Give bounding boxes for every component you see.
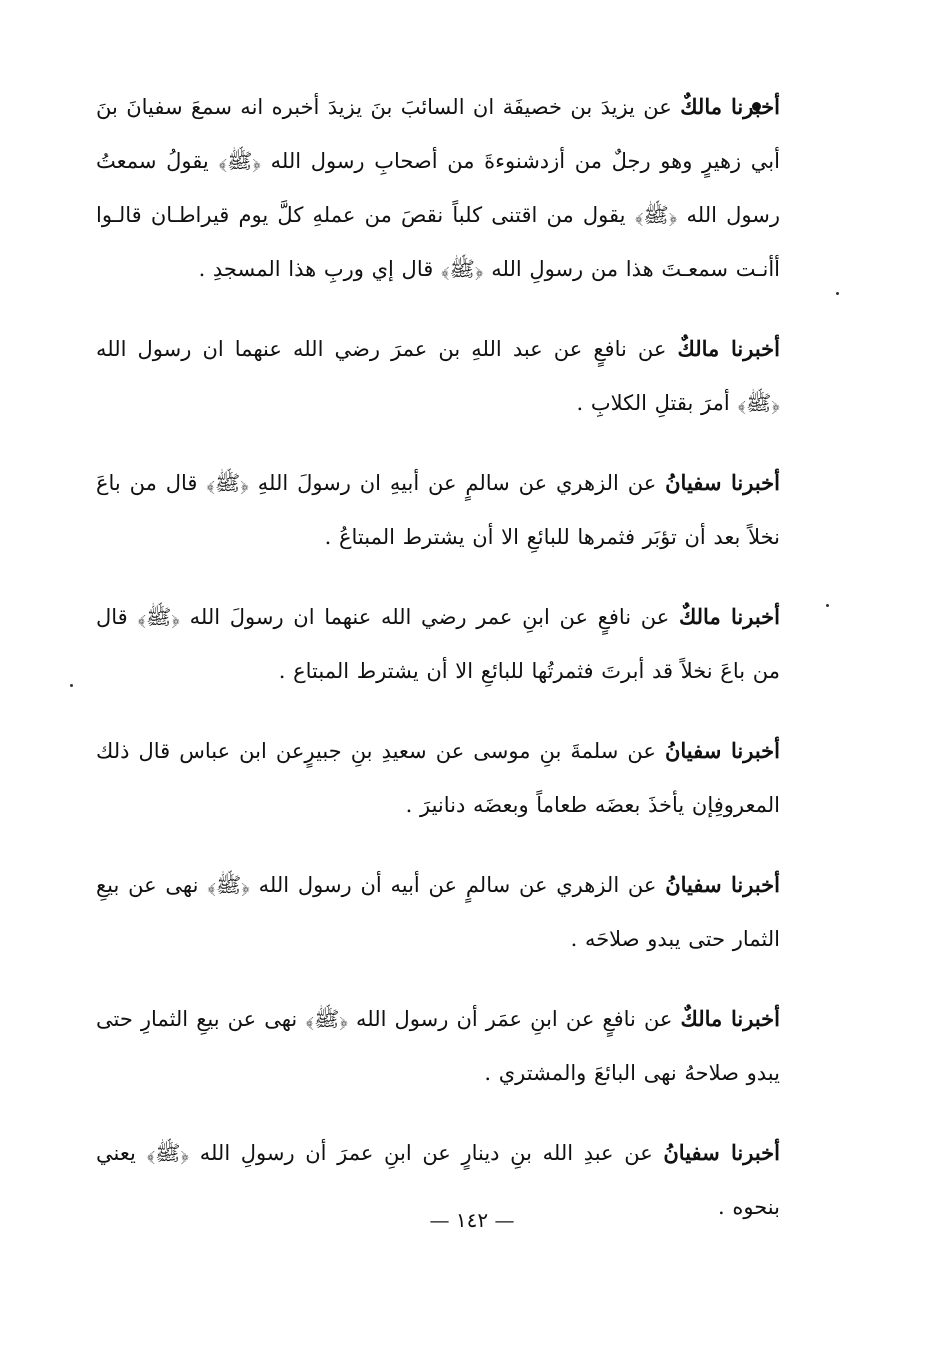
narration-lead: أخبرنا مالكٌ	[677, 336, 780, 361]
narration-lead: أخبرنا سفيانُ	[665, 470, 780, 495]
narration-body: عن نافعٍ عن ابنِ عمَر أن رسول الله ﴿ﷺ﴾ نهى عن بيعِ الثمارِ حتى يبدو صلاحهُ نهى البائعَ والمشتري .	[96, 1007, 780, 1085]
ink-speck	[836, 292, 839, 295]
narration-body: عن الزهري عن سالمٍ عن أبيهِ ان رسولَ اللهِ ﴿ﷺ﴾ قال من باعَ نخلاً بعد أن تؤبَر فثمرها للبائعِ الا أن يشترط المبتاعُ .	[96, 471, 780, 549]
narration-body: عن الزهري عن سالمٍ عن أبيه أن رسول الله ﴿ﷺ﴾ نهى عن بيعِ الثمار حتى يبدو صلاحَه .	[96, 873, 780, 951]
narration-lead: أخبرنا مالكٌ	[680, 94, 780, 119]
narration-lead: أخبرنا مالكٌ	[680, 1006, 780, 1031]
hadith-paragraph	[96, 80, 780, 296]
ink-speck	[826, 604, 829, 607]
hadith-paragraph	[96, 456, 780, 564]
narration-body: عن نافعٍ عن ابنِ عمر رضي الله عنهما ان رسولَ الله ﴿ﷺ﴾ قال من باعَ نخلاً قد أبرتَ فثمرتُها للبائعِ الا أن يشترط المبتاع .	[96, 605, 780, 683]
narration-body: عن عبدِ الله بنِ دينارٍ عن ابنِ عمرَ أن رسولِ الله ﴿ﷺ﴾ يعني بنحوه .	[96, 1141, 780, 1219]
narration-body: عن سلمةَ بنِ موسى عن سعيدِ بنِ جبيرٍعن ابن عباس قال ذلك المعروفِإن يأخذَ بعضَه طعاماً وبعضَه دنانيرَ .	[96, 739, 780, 817]
page-number: — ١٤٢ —	[429, 1208, 515, 1232]
hadith-paragraph	[96, 858, 780, 966]
hadith-text-column	[96, 80, 780, 1260]
hadith-paragraph	[96, 724, 780, 832]
narration-body: عن يزيدَ بن خصيفَة ان السائبَ بنَ يزيدَ أخبره انه سمعَ سفيانَ بنَ أبي زهيرٍ وهو رجلٌ من أزدشنوءةَ من أصحابِ رسول الله ﴿ﷺ﴾ يقولُ سمعتُ رسول الله ﴿ﷺ﴾ يقول من اقتنى كلباً نقصَ من عملهِ كلَّ يوم قيراطـان قالـوا أأنـت سمعـتَ هذا من رسولِ الله ﴿ﷺ﴾ قال إي وربِ هذا المسجدِ .	[96, 95, 780, 281]
hadith-paragraph	[96, 992, 780, 1100]
hadith-paragraph	[96, 590, 780, 698]
narration-lead: أخبرنا سفيانُ	[665, 872, 781, 897]
narration-lead: أخبرنا سفيانُ	[663, 1140, 780, 1165]
hadith-paragraph	[96, 322, 780, 430]
narration-body: عن نافعٍ عن عبد اللهِ بن عمرَ رضي الله عنهما ان رسول الله ﴿ﷺ﴾ أمرَ بقتلِ الكلابِ .	[96, 337, 780, 415]
ink-speck	[70, 684, 73, 687]
narration-lead: أخبرنا مالكٌ	[678, 604, 780, 629]
narration-lead: أخبرنا سفيانُ	[664, 738, 780, 763]
